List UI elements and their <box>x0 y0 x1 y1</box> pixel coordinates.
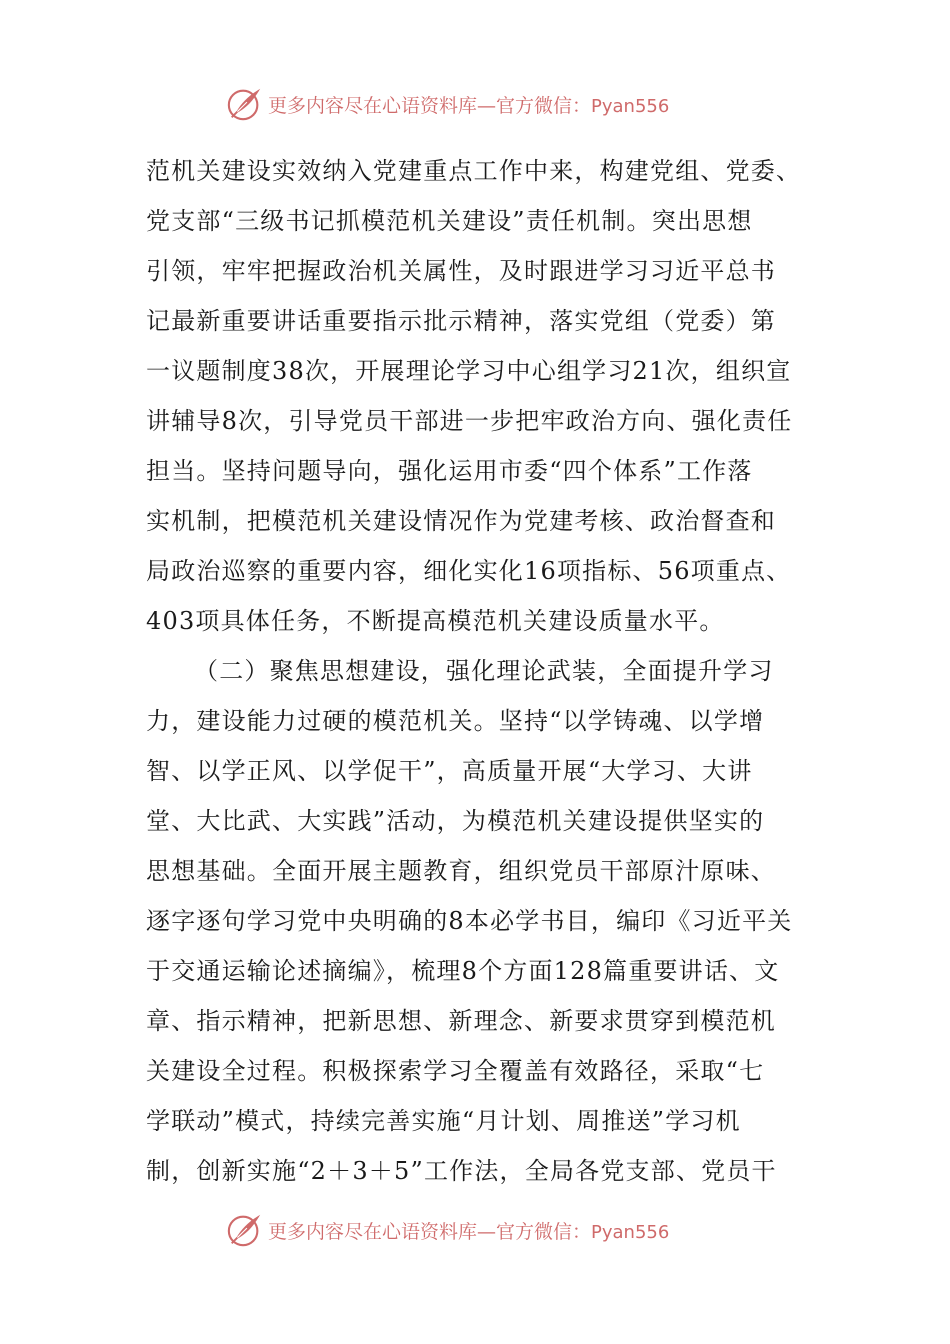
text-line: 章、指示精神，把新思想、新理念、新要求贯穿到模范机 <box>146 1007 776 1035</box>
text-line: 403项具体任务，不断提高模范机关建设质量水平。 <box>146 607 725 635</box>
text-line: 于交通运输论述摘编》，梳理8个方面128篇重要讲话、文 <box>146 957 780 985</box>
text-line: 一议题制度38次，开展理论学习中心组学习21次，组织宣 <box>146 357 792 385</box>
text-line: 学联动”模式，持续完善实施“月计划、周推送”学习机 <box>146 1107 741 1135</box>
footer-banner-text <box>268 1217 669 1244</box>
text-line: 力，建设能力过硬的模范机关。坚持“以学铸魂、以学增 <box>146 707 765 735</box>
text-line: 逐字逐句学习党中央明确的8本必学书目，编印《习近平关 <box>146 907 793 935</box>
section-heading-line: （二）聚焦思想建设，强化理论武装，全面提升学习 <box>194 657 774 685</box>
header-banner <box>226 84 746 124</box>
text-line: 局政治巡察的重要内容，细化实化16项指标、56项重点、 <box>146 557 792 585</box>
text-line: 记最新重要讲话重要指示批示精神，落实党组（党委）第 <box>146 307 776 335</box>
text-line: 智、以学正风、以学促干”，高质量开展“大学习、大讲 <box>146 757 753 785</box>
text-line: 实机制，把模范机关建设情况作为党建考核、政治督查和 <box>146 507 776 535</box>
header-banner-text <box>268 91 669 118</box>
text-line: 担当。坚持问题导向，强化运用市委“四个体系”工作落 <box>146 457 753 485</box>
text-line: 制，创新实施“2＋3＋5”工作法，全局各党支部、党员干 <box>146 1157 777 1185</box>
header-banner-slogan: 更多内容尽在心语资料库—官方微信： <box>268 94 592 117</box>
text-line: 引领，牢牢把握政治机关属性，及时跟进学习习近平总书 <box>146 257 776 285</box>
text-line: 党支部“三级书记抓模范机关建设”责任机制。突出思想 <box>146 207 753 235</box>
footer-banner <box>226 1210 746 1250</box>
header-wechat-id: Pyan556 <box>591 95 670 117</box>
document-body <box>146 146 814 1196</box>
text-line: 讲辅导8次，引导党员干部进一步把牢政治方向、强化责任 <box>146 407 793 435</box>
quill-logo-icon <box>226 85 264 123</box>
footer-banner-slogan: 更多内容尽在心语资料库—官方微信： <box>268 1220 592 1243</box>
text-line: 范机关建设实效纳入党建重点工作中来，构建党组、党委、 <box>146 157 802 185</box>
quill-logo-icon <box>226 1211 264 1249</box>
text-line: 关建设全过程。积极探索学习全覆盖有效路径，采取“七 <box>146 1057 765 1085</box>
text-line: 思想基础。全面开展主题教育，组织党员干部原汁原味、 <box>146 857 776 885</box>
text-line: 堂、大比武、大实践”活动，为模范机关建设提供坚实的 <box>146 807 765 835</box>
footer-wechat-id: Pyan556 <box>591 1221 670 1243</box>
